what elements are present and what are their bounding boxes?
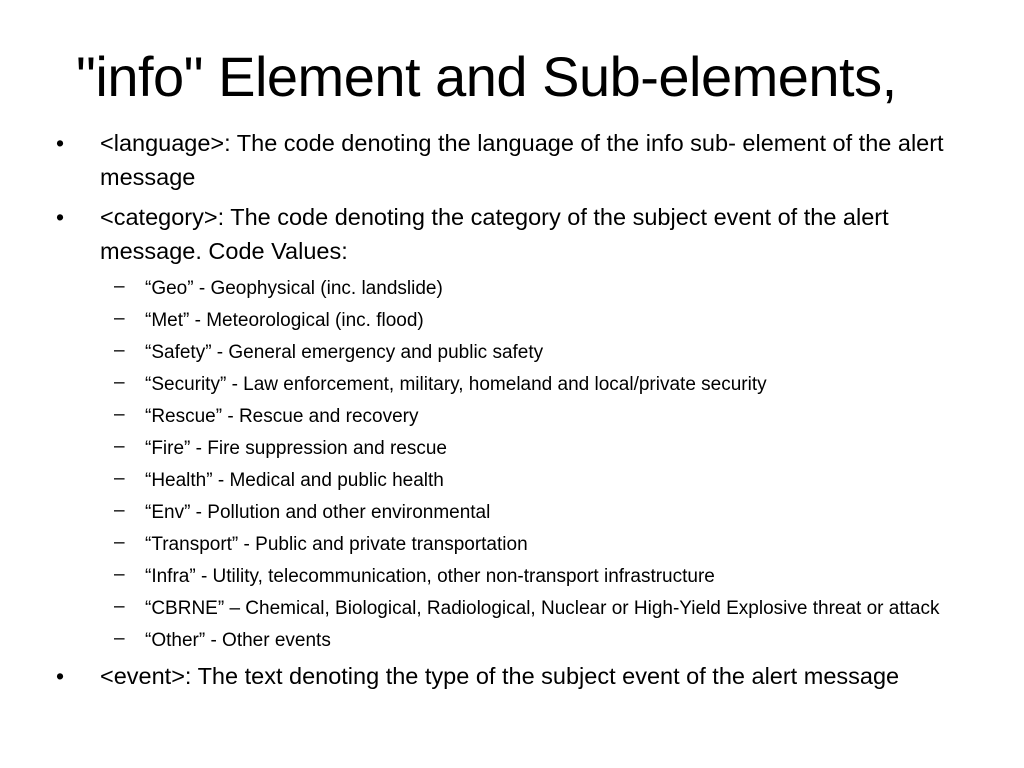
dash-icon: – xyxy=(114,468,125,489)
slide-body xyxy=(56,126,996,693)
dash-icon: – xyxy=(114,532,125,553)
dash-icon: – xyxy=(114,340,125,361)
dash-icon: – xyxy=(114,308,125,329)
list-item-text: “CBRNE” – Chemical, Biological, Radiological, Nuclear or High-Yield Explosive threat or attack xyxy=(145,598,940,619)
list-item xyxy=(56,499,996,526)
dash-icon: – xyxy=(114,372,125,393)
list-item-text: “Infra” - Utility, telecommunication, other non-transport infrastructure xyxy=(145,566,715,587)
list-item xyxy=(56,595,996,622)
bullet-dot-icon: • xyxy=(56,663,65,689)
list-item xyxy=(56,531,996,558)
list-item-text: “Safety” - General emergency and public safety xyxy=(145,342,544,363)
list-item xyxy=(56,403,996,430)
list-item xyxy=(56,563,996,590)
list-item-text: “Security” - Law enforcement, military, homeland and local/private security xyxy=(145,374,767,395)
bullet-language xyxy=(56,126,996,194)
dash-icon: – xyxy=(114,436,125,457)
list-item-text: “Rescue” - Rescue and recovery xyxy=(145,406,419,427)
list-item xyxy=(56,435,996,462)
list-item xyxy=(56,627,996,654)
dash-icon: – xyxy=(114,596,125,617)
list-item-text: “Met” - Meteorological (inc. flood) xyxy=(145,310,424,331)
list-item xyxy=(56,371,996,398)
bullet-dot-icon: • xyxy=(56,130,65,156)
list-item-text: “Fire” - Fire suppression and rescue xyxy=(145,438,447,459)
list-item-text: “Transport” - Public and private transportation xyxy=(145,534,528,555)
bullet-event xyxy=(56,659,996,693)
slide-title: "info" Element and Sub-elements, xyxy=(76,45,897,108)
dash-icon: – xyxy=(114,628,125,649)
dash-icon: – xyxy=(114,404,125,425)
list-item xyxy=(56,339,996,366)
bullet-text: <category>: The code denoting the category of the subject event of the alert message. Code Values: xyxy=(100,204,889,264)
list-item xyxy=(56,275,996,302)
category-values-list xyxy=(56,275,996,654)
dash-icon: – xyxy=(114,276,125,297)
dash-icon: – xyxy=(114,500,125,521)
bullet-text: <language>: The code denoting the language of the info sub- element of the alert message xyxy=(100,130,944,190)
bullet-dot-icon: • xyxy=(56,204,65,230)
list-item-text: “Env” - Pollution and other environmental xyxy=(145,502,491,523)
bullet-text: <event>: The text denoting the type of the subject event of the alert message xyxy=(100,663,900,689)
list-item-text: “Health” - Medical and public health xyxy=(145,470,444,491)
list-item xyxy=(56,307,996,334)
list-item-text: “Geo” - Geophysical (inc. landslide) xyxy=(145,278,443,299)
bullet-category xyxy=(56,200,996,268)
dash-icon: – xyxy=(114,564,125,585)
list-item xyxy=(56,467,996,494)
list-item-text: “Other” - Other events xyxy=(145,630,331,651)
